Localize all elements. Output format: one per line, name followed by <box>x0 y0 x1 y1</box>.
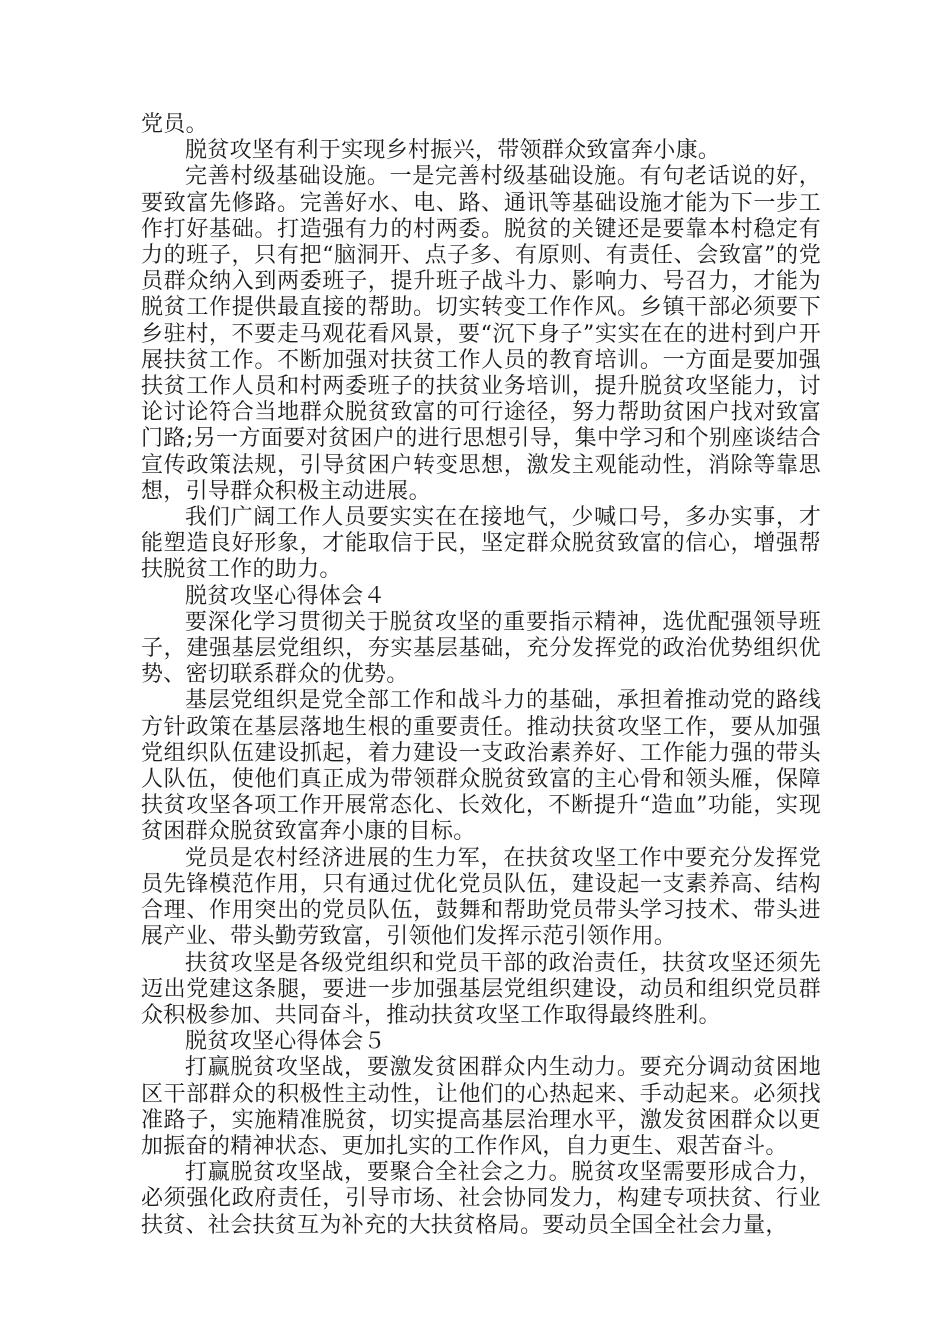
section-heading: 脱贫攻坚心得体会４ <box>185 583 386 609</box>
paragraph: 基层党组织是党全部工作和战斗力的基础，承担着推动党的路线方针政策在基层落地生根的重要责任。推动扶贫攻坚工作，要从加强党组织队伍建设抓起，着力建设一支政治素养好、工作能力强的带头人队伍，使他们真正成为带领群众脱贫致富的主心骨和领头雁，保障扶贫攻坚各项工作开展常态化、长效化，不断提升“造血”功能，实现贫困群众脱贫致富奔小康的目标。 <box>141 688 821 845</box>
paragraph: 打赢脱贫攻坚战，要聚合全社会之力。脱贫攻坚需要形成合力，必须强化政府责任，引导市场、社会协同发力，构建专项扶贫、行业扶贫、社会扶贫互为补充的大扶贫格局。要动员全国全社会力量， <box>141 1160 821 1238</box>
paragraph: 党员。 <box>141 112 208 137</box>
paragraph: 脱贫攻坚有利于实现乡村振兴，带领群众致富奔小康。 <box>185 138 721 164</box>
paragraph: 打赢脱贫攻坚战，要激发贫困群众内生动力。要充分调动贫困地区干部群众的积极性主动性，让他们的心热起来、手动起来。必须找准路子，实施精准脱贫，切实提高基层治理水平，激发贫困群众以更加振奋的精神状态、更加扎实的工作作风，自力更生、艰苦奋斗。 <box>141 1055 821 1159</box>
document-page <box>141 112 821 1239</box>
paragraph: 扶贫攻坚是各级党组织和党员干部的政治责任，扶贫攻坚还须先迈出党建这条腿，要进一步加强基层党组织建设，动员和组织党员群众积极参加、共同奋斗，推动扶贫攻坚工作取得最终胜利。 <box>141 950 821 1028</box>
paragraph: 完善村级基础设施。一是完善村级基础设施。有句老话说的好，要致富先修路。完善好水、电、路、通讯等基础设施才能为下一步工作打好基础。打造强有力的村两委。脱贫的关键还是要靠本村稳定有力的班子，只有把“脑洞开、点子多、有原则、有责任、会致富”的党员群众纳入到两委班子，提升班子战斗力、影响力、号召力，才能为脱贫工作提供最直接的帮助。切实转变工作作风。乡镇干部必须要下乡驻村，不要走马观花看风景，要“沉下身子”实实在在的进村到户开展扶贫工作。不断加强对扶贫工作人员的教育培训。一方面是要加强扶贫工作人员和村两委班子的扶贫业务培训，提升脱贫攻坚能力，讨论讨论符合当地群众脱贫致富的可行途径，努力帮助贫困户找对致富门路;另一方面要对贫困户的进行思想引导，集中学习和个别座谈结合宣传政策法规，引导贫困户转变思想，激发主观能动性，消除等靠思想，引导群众积极主动进展。 <box>141 164 821 504</box>
paragraph: 我们广阔工作人员要实实在在接地气，少喊口号，多办实事，才能塑造良好形象，才能取信于民，坚定群众脱贫致富的信心，增强帮扶脱贫工作的助力。 <box>141 505 821 583</box>
paragraph: 要深化学习贯彻关于脱贫攻坚的重要指示精神，选优配强领导班子，建强基层党组织，夯实基层基础，充分发挥党的政治优势组织优势、密切联系群众的优势。 <box>141 609 821 688</box>
paragraph: 党员是农村经济进展的生力军，在扶贫攻坚工作中要充分发挥党员先锋模范作用，只有通过优化党员队伍，建设起一支素养高、结构合理、作用突出的党员队伍，鼓舞和帮助党员带头学习技术、带头进展产业、带头勤劳致富，引领他们发挥示范引领作用。 <box>141 845 821 950</box>
section-heading: 脱贫攻坚心得体会５ <box>185 1029 386 1055</box>
